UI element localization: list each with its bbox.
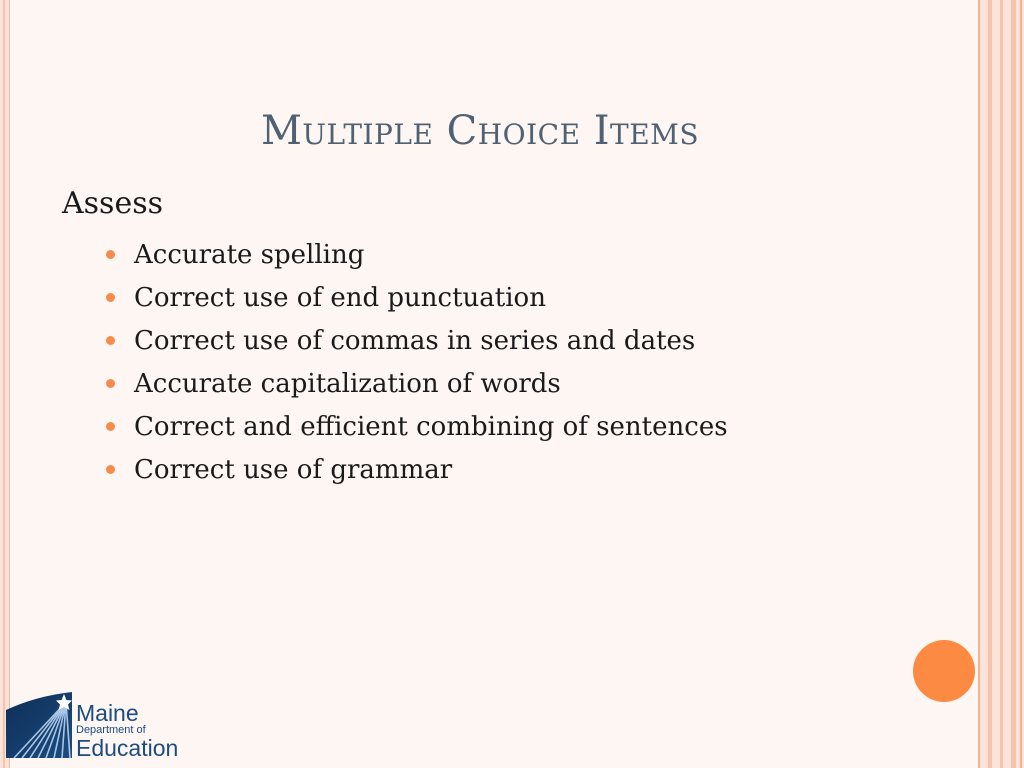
bullet-dot-icon	[106, 336, 115, 345]
bullet-text: Correct use of commas in series and dates	[134, 325, 696, 356]
bullet-dot-icon	[106, 379, 115, 388]
right-decorative-border	[978, 0, 1024, 768]
bullet-item	[106, 448, 728, 491]
bullet-text: Accurate spelling	[134, 239, 365, 270]
bullet-dot-icon	[106, 250, 115, 259]
accent-circle	[913, 640, 975, 702]
bullet-text: Correct use of end punctuation	[134, 282, 546, 313]
slide	[10, 0, 978, 768]
logo-line-maine: Maine	[76, 700, 139, 726]
bullet-item	[106, 276, 728, 319]
bullet-item	[106, 405, 728, 448]
bullet-text: Accurate capitalization of words	[134, 368, 561, 399]
bullet-item	[106, 233, 728, 276]
logo-wordmark	[76, 702, 178, 759]
left-border	[0, 0, 10, 768]
logo-line-education: Education	[76, 735, 179, 761]
bullet-dot-icon	[106, 465, 115, 474]
bullet-text: Correct and efficient combining of sentences	[134, 411, 728, 442]
maine-doe-logo	[6, 692, 206, 762]
bullet-item	[106, 319, 728, 362]
bullet-list	[106, 233, 728, 491]
star-rays-icon	[6, 692, 72, 758]
logo-line-department: Department of	[76, 724, 146, 736]
bullet-item	[106, 362, 728, 405]
bullet-dot-icon	[106, 422, 115, 431]
body-heading: Assess	[62, 186, 164, 221]
slide-title: Multiple Choice Items	[260, 108, 700, 154]
bullet-text: Correct use of grammar	[134, 454, 453, 485]
bullet-dot-icon	[106, 293, 115, 302]
